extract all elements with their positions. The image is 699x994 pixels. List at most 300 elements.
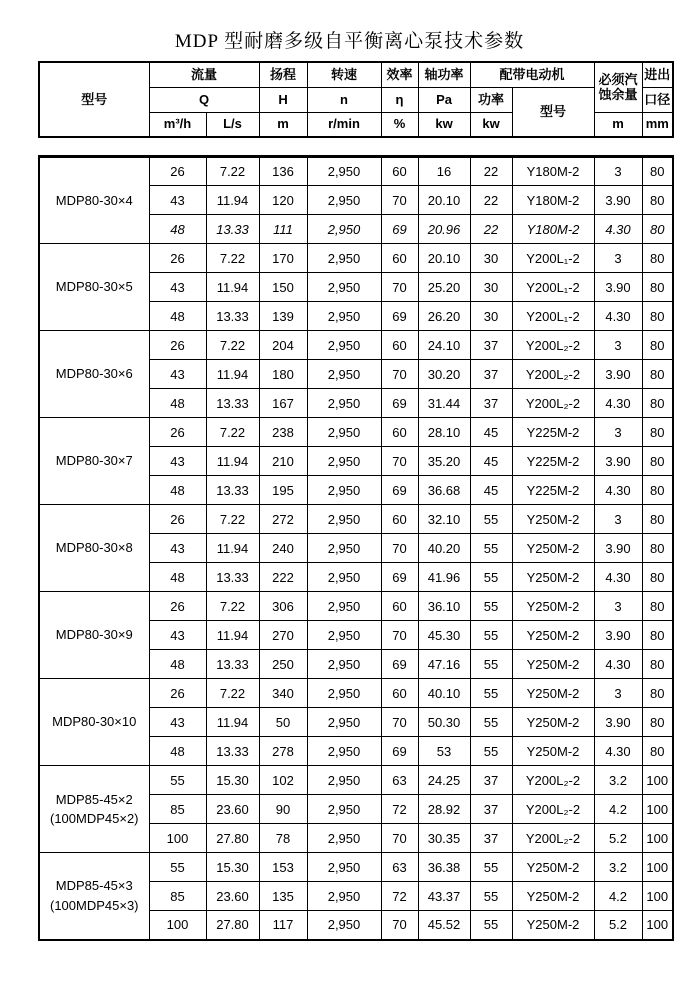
cell-motor-model: Y200L₁-2 bbox=[512, 244, 594, 273]
cell-flow-ls: 11.94 bbox=[206, 186, 259, 215]
cell-speed: 2,950 bbox=[307, 447, 381, 476]
col-header-speed: 转速 bbox=[307, 62, 381, 87]
cell-npsh-m: 4.30 bbox=[594, 215, 642, 244]
cell-eff: 70 bbox=[381, 824, 418, 853]
col-header-head: 扬程 bbox=[259, 62, 307, 87]
cell-motor-kw: 55 bbox=[470, 708, 512, 737]
pump-model-cell bbox=[39, 679, 149, 766]
cell-flow-m3h: 43 bbox=[149, 360, 206, 389]
cell-speed: 2,950 bbox=[307, 331, 381, 360]
cell-speed: 2,950 bbox=[307, 360, 381, 389]
cell-eff: 72 bbox=[381, 795, 418, 824]
cell-flow-ls: 11.94 bbox=[206, 360, 259, 389]
cell-flow-ls: 7.22 bbox=[206, 244, 259, 273]
cell-flow-ls: 13.33 bbox=[206, 215, 259, 244]
col-unit-ls: L/s bbox=[206, 112, 259, 137]
col-symbol-h: H bbox=[259, 87, 307, 112]
cell-flow-ls: 13.33 bbox=[206, 476, 259, 505]
pump-model-name: MDP80-30×10 bbox=[52, 714, 137, 730]
cell-eff: 70 bbox=[381, 273, 418, 302]
cell-dia-mm: 80 bbox=[642, 737, 673, 766]
col-unit-motor-kw: kw bbox=[470, 112, 512, 137]
col-header-motor-group: 配带电动机 bbox=[470, 62, 594, 87]
cell-flow-m3h: 26 bbox=[149, 418, 206, 447]
col-symbol-n: n bbox=[307, 87, 381, 112]
cell-motor-kw: 55 bbox=[470, 911, 512, 940]
cell-motor-kw: 55 bbox=[470, 650, 512, 679]
cell-speed: 2,950 bbox=[307, 534, 381, 563]
pump-model-cell bbox=[39, 592, 149, 679]
cell-flow-m3h: 48 bbox=[149, 650, 206, 679]
cell-motor-kw: 30 bbox=[470, 244, 512, 273]
pump-model-name: MDP80-30×5 bbox=[55, 279, 133, 295]
cell-eff: 69 bbox=[381, 563, 418, 592]
cell-speed: 2,950 bbox=[307, 621, 381, 650]
cell-motor-kw: 45 bbox=[470, 476, 512, 505]
cell-npsh-m: 3 bbox=[594, 679, 642, 708]
cell-motor-model: Y250M-2 bbox=[512, 911, 594, 940]
cell-flow-ls: 11.94 bbox=[206, 708, 259, 737]
col-unit-head-m: m bbox=[259, 112, 307, 137]
pump-model-cell bbox=[39, 505, 149, 592]
cell-shaft-kw: 53 bbox=[418, 737, 470, 766]
col-header-npsh: 必须汽蚀余量 bbox=[594, 62, 642, 112]
cell-shaft-kw: 35.20 bbox=[418, 447, 470, 476]
cell-head-m: 278 bbox=[259, 737, 307, 766]
cell-head-m: 120 bbox=[259, 186, 307, 215]
cell-shaft-kw: 40.20 bbox=[418, 534, 470, 563]
cell-shaft-kw: 45.30 bbox=[418, 621, 470, 650]
cell-shaft-kw: 45.52 bbox=[418, 911, 470, 940]
cell-flow-m3h: 26 bbox=[149, 244, 206, 273]
cell-dia-mm: 100 bbox=[642, 853, 673, 882]
cell-motor-kw: 45 bbox=[470, 447, 512, 476]
cell-shaft-kw: 20.96 bbox=[418, 215, 470, 244]
cell-speed: 2,950 bbox=[307, 244, 381, 273]
col-unit-percent: % bbox=[381, 112, 418, 137]
spec-table-body bbox=[38, 155, 674, 941]
cell-motor-model: Y250M-2 bbox=[512, 621, 594, 650]
cell-dia-mm: 80 bbox=[642, 534, 673, 563]
cell-head-m: 210 bbox=[259, 447, 307, 476]
cell-npsh-m: 3 bbox=[594, 244, 642, 273]
col-symbol-q: Q bbox=[149, 87, 259, 112]
pump-model-name: MDP85-45×2 bbox=[55, 791, 133, 807]
cell-head-m: 50 bbox=[259, 708, 307, 737]
cell-npsh-m: 3 bbox=[594, 592, 642, 621]
cell-head-m: 270 bbox=[259, 621, 307, 650]
cell-speed: 2,950 bbox=[307, 563, 381, 592]
cell-flow-m3h: 100 bbox=[149, 824, 206, 853]
cell-flow-m3h: 26 bbox=[149, 505, 206, 534]
cell-eff: 70 bbox=[381, 360, 418, 389]
cell-dia-mm: 80 bbox=[642, 186, 673, 215]
cell-motor-kw: 22 bbox=[470, 215, 512, 244]
cell-dia-mm: 80 bbox=[642, 244, 673, 273]
cell-eff: 69 bbox=[381, 476, 418, 505]
cell-npsh-m: 3.2 bbox=[594, 853, 642, 882]
cell-head-m: 78 bbox=[259, 824, 307, 853]
cell-dia-mm: 80 bbox=[642, 215, 673, 244]
cell-npsh-m: 3 bbox=[594, 157, 642, 186]
cell-shaft-kw: 24.25 bbox=[418, 766, 470, 795]
cell-head-m: 111 bbox=[259, 215, 307, 244]
cell-speed: 2,950 bbox=[307, 186, 381, 215]
cell-speed: 2,950 bbox=[307, 650, 381, 679]
cell-speed: 2,950 bbox=[307, 476, 381, 505]
cell-npsh-m: 3.90 bbox=[594, 621, 642, 650]
cell-motor-kw: 37 bbox=[470, 824, 512, 853]
cell-dia-mm: 80 bbox=[642, 505, 673, 534]
cell-motor-model: Y200L₂-2 bbox=[512, 795, 594, 824]
cell-motor-kw: 55 bbox=[470, 534, 512, 563]
cell-flow-ls: 23.60 bbox=[206, 882, 259, 911]
cell-eff: 60 bbox=[381, 157, 418, 186]
col-header-flow: 流量 bbox=[149, 62, 259, 87]
col-symbol-eta: η bbox=[381, 87, 418, 112]
cell-eff: 70 bbox=[381, 708, 418, 737]
table-row bbox=[39, 592, 673, 621]
cell-flow-ls: 27.80 bbox=[206, 911, 259, 940]
cell-speed: 2,950 bbox=[307, 679, 381, 708]
cell-motor-model: Y250M-2 bbox=[512, 505, 594, 534]
cell-eff: 69 bbox=[381, 389, 418, 418]
cell-speed: 2,950 bbox=[307, 795, 381, 824]
cell-speed: 2,950 bbox=[307, 911, 381, 940]
cell-head-m: 240 bbox=[259, 534, 307, 563]
cell-motor-kw: 30 bbox=[470, 273, 512, 302]
cell-head-m: 238 bbox=[259, 418, 307, 447]
cell-dia-mm: 100 bbox=[642, 882, 673, 911]
cell-shaft-kw: 25.20 bbox=[418, 273, 470, 302]
pump-model-cell bbox=[39, 766, 149, 853]
col-unit-dia-mm: mm bbox=[642, 112, 673, 137]
cell-head-m: 135 bbox=[259, 882, 307, 911]
table-row bbox=[39, 766, 673, 795]
cell-flow-m3h: 48 bbox=[149, 215, 206, 244]
cell-flow-ls: 13.33 bbox=[206, 563, 259, 592]
cell-motor-kw: 55 bbox=[470, 505, 512, 534]
cell-head-m: 102 bbox=[259, 766, 307, 795]
table-row bbox=[39, 244, 673, 273]
col-header-motor-model: 型号 bbox=[512, 87, 594, 137]
cell-flow-m3h: 48 bbox=[149, 737, 206, 766]
cell-flow-ls: 7.22 bbox=[206, 505, 259, 534]
cell-shaft-kw: 30.35 bbox=[418, 824, 470, 853]
cell-motor-kw: 55 bbox=[470, 621, 512, 650]
cell-speed: 2,950 bbox=[307, 824, 381, 853]
cell-motor-kw: 55 bbox=[470, 679, 512, 708]
table-row bbox=[39, 157, 673, 186]
cell-shaft-kw: 41.96 bbox=[418, 563, 470, 592]
cell-motor-kw: 22 bbox=[470, 157, 512, 186]
cell-speed: 2,950 bbox=[307, 389, 381, 418]
cell-flow-ls: 7.22 bbox=[206, 592, 259, 621]
cell-shaft-kw: 50.30 bbox=[418, 708, 470, 737]
cell-speed: 2,950 bbox=[307, 708, 381, 737]
pump-model-cell bbox=[39, 244, 149, 331]
cell-flow-m3h: 26 bbox=[149, 679, 206, 708]
cell-npsh-m: 4.30 bbox=[594, 389, 642, 418]
cell-shaft-kw: 47.16 bbox=[418, 650, 470, 679]
pump-model-name: MDP80-30×7 bbox=[55, 453, 133, 469]
cell-motor-kw: 55 bbox=[470, 592, 512, 621]
cell-npsh-m: 4.30 bbox=[594, 476, 642, 505]
cell-head-m: 340 bbox=[259, 679, 307, 708]
pump-model-alt-name: (100MDP45×3) bbox=[49, 897, 139, 913]
cell-head-m: 117 bbox=[259, 911, 307, 940]
cell-shaft-kw: 43.37 bbox=[418, 882, 470, 911]
pump-model-cell bbox=[39, 331, 149, 418]
col-unit-npsh-m: m bbox=[594, 112, 642, 137]
cell-head-m: 222 bbox=[259, 563, 307, 592]
cell-eff: 70 bbox=[381, 911, 418, 940]
cell-flow-m3h: 48 bbox=[149, 563, 206, 592]
cell-eff: 69 bbox=[381, 302, 418, 331]
cell-eff: 63 bbox=[381, 766, 418, 795]
cell-motor-kw: 37 bbox=[470, 331, 512, 360]
cell-flow-m3h: 55 bbox=[149, 766, 206, 795]
cell-dia-mm: 100 bbox=[642, 911, 673, 940]
cell-npsh-m: 4.2 bbox=[594, 882, 642, 911]
cell-eff: 60 bbox=[381, 244, 418, 273]
cell-flow-ls: 13.33 bbox=[206, 650, 259, 679]
cell-head-m: 204 bbox=[259, 331, 307, 360]
cell-motor-model: Y250M-2 bbox=[512, 882, 594, 911]
cell-flow-ls: 13.33 bbox=[206, 302, 259, 331]
pump-model-cell bbox=[39, 418, 149, 505]
cell-shaft-kw: 28.10 bbox=[418, 418, 470, 447]
table-row bbox=[39, 679, 673, 708]
cell-motor-model: Y200L₁-2 bbox=[512, 302, 594, 331]
cell-motor-kw: 37 bbox=[470, 389, 512, 418]
cell-npsh-m: 4.30 bbox=[594, 302, 642, 331]
cell-eff: 70 bbox=[381, 186, 418, 215]
cell-dia-mm: 80 bbox=[642, 331, 673, 360]
cell-flow-ls: 23.60 bbox=[206, 795, 259, 824]
cell-head-m: 150 bbox=[259, 273, 307, 302]
col-header-shaft-power: 轴功率 bbox=[418, 62, 470, 87]
pump-model-cell bbox=[39, 157, 149, 244]
cell-eff: 70 bbox=[381, 447, 418, 476]
cell-motor-model: Y180M-2 bbox=[512, 186, 594, 215]
cell-dia-mm: 80 bbox=[642, 157, 673, 186]
cell-shaft-kw: 20.10 bbox=[418, 244, 470, 273]
cell-speed: 2,950 bbox=[307, 882, 381, 911]
cell-flow-m3h: 43 bbox=[149, 534, 206, 563]
cell-motor-kw: 30 bbox=[470, 302, 512, 331]
cell-dia-mm: 80 bbox=[642, 447, 673, 476]
cell-dia-mm: 80 bbox=[642, 273, 673, 302]
cell-head-m: 167 bbox=[259, 389, 307, 418]
cell-npsh-m: 3.90 bbox=[594, 186, 642, 215]
cell-npsh-m: 4.30 bbox=[594, 650, 642, 679]
cell-motor-model: Y200L₂-2 bbox=[512, 360, 594, 389]
cell-npsh-m: 3.90 bbox=[594, 534, 642, 563]
cell-shaft-kw: 36.68 bbox=[418, 476, 470, 505]
cell-flow-m3h: 85 bbox=[149, 882, 206, 911]
cell-npsh-m: 5.2 bbox=[594, 824, 642, 853]
cell-flow-m3h: 43 bbox=[149, 708, 206, 737]
cell-dia-mm: 80 bbox=[642, 360, 673, 389]
cell-npsh-m: 3 bbox=[594, 505, 642, 534]
cell-dia-mm: 80 bbox=[642, 708, 673, 737]
table-row bbox=[39, 853, 673, 882]
cell-flow-ls: 11.94 bbox=[206, 273, 259, 302]
col-symbol-pa: Pa bbox=[418, 87, 470, 112]
cell-head-m: 180 bbox=[259, 360, 307, 389]
cell-eff: 69 bbox=[381, 215, 418, 244]
cell-speed: 2,950 bbox=[307, 737, 381, 766]
cell-dia-mm: 80 bbox=[642, 418, 673, 447]
cell-dia-mm: 100 bbox=[642, 824, 673, 853]
col-header-efficiency: 效率 bbox=[381, 62, 418, 87]
cell-npsh-m: 3.90 bbox=[594, 273, 642, 302]
cell-flow-m3h: 48 bbox=[149, 389, 206, 418]
cell-shaft-kw: 24.10 bbox=[418, 331, 470, 360]
cell-flow-ls: 13.33 bbox=[206, 389, 259, 418]
cell-npsh-m: 3 bbox=[594, 331, 642, 360]
cell-head-m: 250 bbox=[259, 650, 307, 679]
cell-flow-m3h: 48 bbox=[149, 476, 206, 505]
cell-npsh-m: 5.2 bbox=[594, 911, 642, 940]
cell-flow-ls: 11.94 bbox=[206, 621, 259, 650]
cell-motor-model: Y180M-2 bbox=[512, 215, 594, 244]
cell-motor-model: Y180M-2 bbox=[512, 157, 594, 186]
cell-flow-m3h: 55 bbox=[149, 853, 206, 882]
col-header-model: 型号 bbox=[39, 62, 149, 137]
cell-npsh-m: 3.90 bbox=[594, 360, 642, 389]
cell-flow-m3h: 26 bbox=[149, 157, 206, 186]
cell-eff: 70 bbox=[381, 621, 418, 650]
cell-eff: 69 bbox=[381, 737, 418, 766]
cell-shaft-kw: 16 bbox=[418, 157, 470, 186]
cell-shaft-kw: 40.10 bbox=[418, 679, 470, 708]
cell-head-m: 90 bbox=[259, 795, 307, 824]
cell-motor-model: Y225M-2 bbox=[512, 447, 594, 476]
cell-dia-mm: 80 bbox=[642, 621, 673, 650]
cell-shaft-kw: 26.20 bbox=[418, 302, 470, 331]
cell-eff: 69 bbox=[381, 650, 418, 679]
cell-speed: 2,950 bbox=[307, 853, 381, 882]
cell-flow-m3h: 43 bbox=[149, 273, 206, 302]
cell-flow-ls: 7.22 bbox=[206, 331, 259, 360]
cell-flow-m3h: 100 bbox=[149, 911, 206, 940]
cell-flow-m3h: 43 bbox=[149, 447, 206, 476]
cell-dia-mm: 100 bbox=[642, 766, 673, 795]
table-row bbox=[39, 505, 673, 534]
cell-speed: 2,950 bbox=[307, 418, 381, 447]
cell-motor-model: Y200L₂-2 bbox=[512, 766, 594, 795]
pump-model-name: MDP80-30×6 bbox=[55, 366, 133, 382]
cell-shaft-kw: 20.10 bbox=[418, 186, 470, 215]
cell-head-m: 153 bbox=[259, 853, 307, 882]
cell-eff: 60 bbox=[381, 679, 418, 708]
cell-flow-ls: 15.30 bbox=[206, 853, 259, 882]
cell-shaft-kw: 36.38 bbox=[418, 853, 470, 882]
cell-shaft-kw: 32.10 bbox=[418, 505, 470, 534]
cell-flow-ls: 11.94 bbox=[206, 534, 259, 563]
cell-motor-model: Y200L₁-2 bbox=[512, 273, 594, 302]
cell-dia-mm: 100 bbox=[642, 795, 673, 824]
cell-head-m: 272 bbox=[259, 505, 307, 534]
cell-flow-m3h: 43 bbox=[149, 621, 206, 650]
cell-speed: 2,950 bbox=[307, 592, 381, 621]
cell-shaft-kw: 28.92 bbox=[418, 795, 470, 824]
cell-speed: 2,950 bbox=[307, 766, 381, 795]
cell-flow-ls: 7.22 bbox=[206, 157, 259, 186]
cell-motor-model: Y200L₂-2 bbox=[512, 824, 594, 853]
cell-dia-mm: 80 bbox=[642, 650, 673, 679]
cell-motor-kw: 22 bbox=[470, 186, 512, 215]
cell-dia-mm: 80 bbox=[642, 592, 673, 621]
cell-motor-model: Y250M-2 bbox=[512, 592, 594, 621]
cell-npsh-m: 3.2 bbox=[594, 766, 642, 795]
cell-eff: 60 bbox=[381, 418, 418, 447]
cell-flow-ls: 15.30 bbox=[206, 766, 259, 795]
cell-motor-model: Y250M-2 bbox=[512, 534, 594, 563]
cell-flow-ls: 7.22 bbox=[206, 418, 259, 447]
cell-dia-mm: 80 bbox=[642, 389, 673, 418]
col-header-port-line2: 口径 bbox=[642, 87, 673, 112]
cell-shaft-kw: 36.10 bbox=[418, 592, 470, 621]
cell-head-m: 136 bbox=[259, 157, 307, 186]
cell-eff: 60 bbox=[381, 592, 418, 621]
cell-motor-model: Y250M-2 bbox=[512, 679, 594, 708]
pump-model-name: MDP80-30×9 bbox=[55, 627, 133, 643]
cell-flow-m3h: 43 bbox=[149, 186, 206, 215]
cell-head-m: 139 bbox=[259, 302, 307, 331]
col-header-motor-power: 功率 bbox=[470, 87, 512, 112]
cell-eff: 72 bbox=[381, 882, 418, 911]
col-unit-m3h: m³/h bbox=[149, 112, 206, 137]
cell-eff: 70 bbox=[381, 534, 418, 563]
cell-npsh-m: 4.2 bbox=[594, 795, 642, 824]
page-title: MDP 型耐磨多级自平衡离心泵技术参数 bbox=[174, 31, 525, 52]
col-unit-shaft-kw: kw bbox=[418, 112, 470, 137]
cell-motor-kw: 37 bbox=[470, 795, 512, 824]
cell-motor-kw: 45 bbox=[470, 418, 512, 447]
cell-flow-m3h: 26 bbox=[149, 331, 206, 360]
cell-speed: 2,950 bbox=[307, 273, 381, 302]
cell-npsh-m: 3 bbox=[594, 418, 642, 447]
cell-npsh-m: 4.30 bbox=[594, 563, 642, 592]
cell-motor-model: Y250M-2 bbox=[512, 650, 594, 679]
cell-shaft-kw: 30.20 bbox=[418, 360, 470, 389]
cell-npsh-m: 3.90 bbox=[594, 447, 642, 476]
cell-npsh-m: 4.30 bbox=[594, 737, 642, 766]
cell-motor-model: Y200L₂-2 bbox=[512, 389, 594, 418]
pump-model-name: MDP80-30×8 bbox=[55, 540, 133, 556]
cell-dia-mm: 80 bbox=[642, 679, 673, 708]
pump-model-cell bbox=[39, 853, 149, 940]
table-row bbox=[39, 331, 673, 360]
cell-motor-model: Y250M-2 bbox=[512, 737, 594, 766]
cell-head-m: 195 bbox=[259, 476, 307, 505]
cell-flow-m3h: 85 bbox=[149, 795, 206, 824]
cell-npsh-m: 3.90 bbox=[594, 708, 642, 737]
cell-head-m: 306 bbox=[259, 592, 307, 621]
cell-flow-m3h: 26 bbox=[149, 592, 206, 621]
cell-motor-model: Y225M-2 bbox=[512, 418, 594, 447]
cell-motor-kw: 55 bbox=[470, 563, 512, 592]
cell-flow-ls: 7.22 bbox=[206, 679, 259, 708]
cell-eff: 60 bbox=[381, 505, 418, 534]
table-row bbox=[39, 418, 673, 447]
col-header-port-line1: 进出 bbox=[642, 62, 673, 87]
cell-motor-kw: 55 bbox=[470, 882, 512, 911]
cell-dia-mm: 80 bbox=[642, 563, 673, 592]
